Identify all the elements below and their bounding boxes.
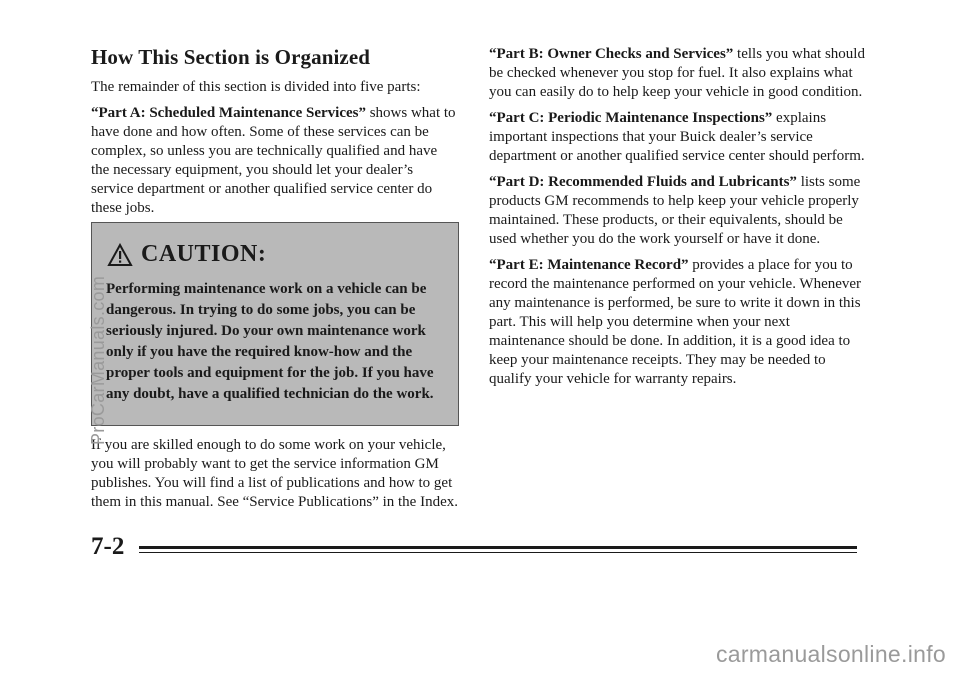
part-c-paragraph: [489, 109, 869, 166]
warning-triangle-icon: [107, 243, 133, 267]
section-title: How This Section is Organized: [91, 45, 371, 69]
part-b-body: tells you what should be checked whenever you stop for fuel. It also explains what you can easily do to help keep your vehicle in good condition.: [489, 46, 865, 100]
caution-box: [91, 222, 459, 426]
part-b-lead: “Part B: Owner Checks and Services”: [489, 46, 734, 62]
part-d-lead: “Part D: Recommended Fluids and Lubricants”: [489, 174, 797, 190]
part-d-body: lists some products GM recommends to help keep your vehicle properly maintained. These products, or their equivalents, should be used whether you do the work yourself or have it done.: [489, 174, 861, 247]
part-c-lead: “Part C: Periodic Maintenance Inspections”: [489, 110, 773, 126]
part-c-body: explains important inspections that your Buick dealer’s service department or another qualified service center should perform.: [489, 110, 865, 164]
caution-title: CAUTION:: [141, 241, 267, 267]
left-closing-block: [91, 436, 459, 519]
caution-header: [107, 241, 266, 268]
page-footer: [91, 533, 861, 563]
footer-rule-thin: [139, 552, 857, 553]
part-d-paragraph: [489, 173, 869, 249]
caution-text: Performing maintenance work on a vehicle can be dangerous. In trying to do some jobs, you can be seriously injured. Do your own maintenance work only if you have the required know-how and the proper tools and equipment for the job. If you have any doubt, have a qualified technician do the work.: [106, 281, 434, 402]
part-b-paragraph: [489, 45, 869, 102]
footer-rule-thick: [139, 546, 857, 549]
intro-paragraph: The remainder of this section is divided into five parts:: [91, 79, 421, 95]
part-e-body: provides a place for you to record the maintenance performed on your vehicle. Whenever any maintenance is performed, be sure to write it down in this part. This will help you determine when your next maintenance should be done. In addition, it is a good idea to keep your maintenance receipts. They may be needed to qualify your vehicle for warranty repairs.: [489, 257, 862, 387]
closing-paragraph: If you are skilled enough to do some work on your vehicle, you will probably want to get the service information GM publishes. You will find a list of publications and how to get them in this manual. See “Service Publications” in the Index.: [91, 437, 458, 510]
bottom-watermark: carmanualsonline.info: [715, 641, 946, 667]
page-number: 7-2: [91, 533, 125, 560]
part-e-paragraph: [489, 256, 869, 389]
right-column: [489, 45, 869, 396]
part-a-lead: “Part A: Scheduled Maintenance Services”: [91, 105, 366, 121]
part-e-lead: “Part E: Maintenance Record”: [489, 257, 689, 273]
part-a-body: shows what to have done and how often. Some of these services can be complex, so unless you are technically qualified and have the necessary equipment, you should let your dealer’s service department or another qualified service center do these jobs.: [91, 105, 456, 216]
part-a-paragraph: [91, 104, 459, 218]
side-watermark: ProCarManuals.com: [88, 275, 108, 445]
left-column: [91, 45, 459, 225]
